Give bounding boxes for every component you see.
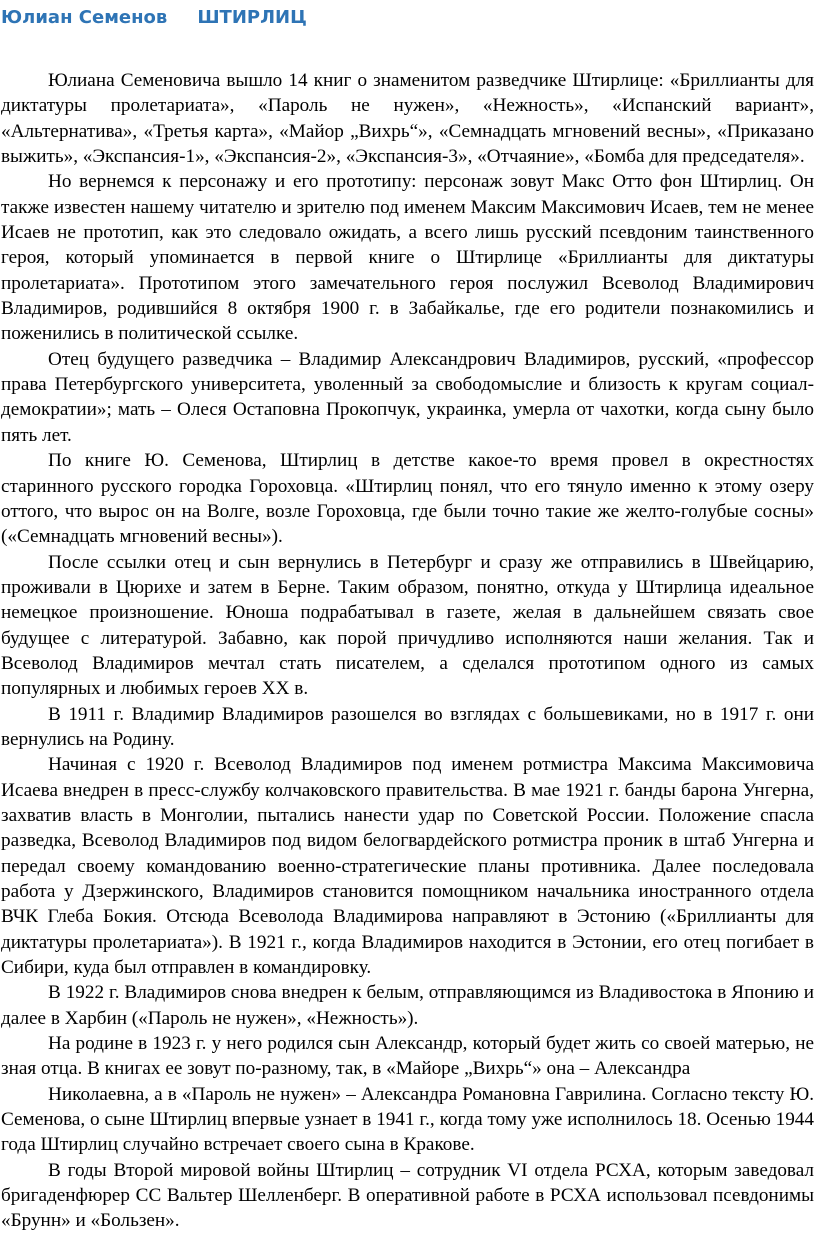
document-title: ШТИРЛИЦ <box>197 7 307 28</box>
paragraph-1911: В 1911 г. Владимир Владимиров разошелся во взглядах с большевиками, но в 1917 г. они вернулись на Родину. <box>1 703 814 750</box>
paragraph-switzerland: После ссылки отец и сын вернулись в Петербург и сразу же отправились в Швейцарию, проживали в Цюрихе и затем в Берне. Таким образом, понятно, откуда у Штирлица идеальное немецкое произношение. Юноша подрабатывал в газете, желая в дальнейшем связать свое будущее с литературой. Забавно, как порой причудливо исполняются наши желания. Так и Всеволод Владимиров мечтал стать писателем, а сделался прототипом одного из самых популярных и любимых героев XX в. <box>1 551 814 700</box>
document-body <box>0 68 816 1234</box>
paragraph-childhood: По книге Ю. Семенова, Штирлиц в детстве какое-то время провел в окрестностях старинного русского городка Гороховца. «Штирлиц понял, что его тянуло именно к этому озеру оттого, что вырос он на Волге, возле Гороховца, где были точно такие же желто-голубые сосны» («Семнадцать мгновений весны»). <box>1 450 814 548</box>
paragraph-books: Юлиана Семеновича вышло 14 книг о знаменитом разведчике Штирлице: «Бриллианты для диктатуры пролетариата», «Пароль не нужен», «Нежность», «Испанский вариант», «Альтернатива», «Третья карта», «Майор „Вихрь“», «Семнадцать мгновений весны», «Приказано выжить», «Экспансия-1», «Экспансия-2», «Экспансия-3», «Отчаяние», «Бомба для председателя». <box>1 70 814 168</box>
author-name: Юлиан Семенов <box>1 7 168 28</box>
paragraph-ww2: В годы Второй мировой войны Штирлиц – сотрудник VI отдела РСХА, которым заведовал бригаденфюрер СС Вальтер Шелленберг. В оперативной работе в РСХА использовал псевдонимы «Брунн» и «Бользен». <box>1 1159 814 1232</box>
paragraph-son: На родине в 1923 г. у него родился сын Александр, который будет жить со своей матерью, не зная отца. В книгах ее зовут по-разному, так, в «Майоре „Вихрь“» она – Александра <box>1 1033 814 1080</box>
paragraph-prototype: Но вернемся к персонажу и его прототипу: персонаж зовут Макс Отто фон Штирлиц. Он также известен нашему читателю и зрителю под именем Максим Максимович Исаев, тем не менее Исаев не прототип, как это следовало ожидать, а всего лишь русский псевдоним таинственного героя, который упоминается в первой книге о Штирлице «Бриллианты для диктатуры пролетариата». Прототипом этого замечательного героя послужил Всеволод Владимирович Владимиров, родившийся 8 октября 1900 г. в Забайкалье, где его родители познакомились и поженились в политической ссылке. <box>1 171 814 345</box>
paragraph-son-continued: Николаевна, а в «Пароль не нужен» – Александра Романовна Гаврилина. Согласно тексту Ю. Семенова, о сыне Штирлиц впервые узнает в 1941 г., когда тому уже исполнилось 18. Осенью 1944 года Штирлиц случайно встречает своего сына в Кракове. <box>1 1083 814 1156</box>
document-heading <box>1 6 816 30</box>
paragraph-parents: Отец будущего разведчика – Владимир Александрович Владимиров, русский, «профессор права Петербургского университета, уволенный за свободомыслие и близость к кругам социал-демократии»; мать – Олеся Остаповна Прокопчук, украинка, умерла от чахотки, когда сыну было пять лет. <box>1 348 814 446</box>
paragraph-1920: Начиная с 1920 г. Всеволод Владимиров под именем ротмистра Максима Максимовича Исаева внедрен в пресс-службу колчаковского правительства. В мае 1921 г. банды барона Унгерна, захватив власть в Монголии, пытались нанести удар по Советской России. Положение спасла разведка, Всеволод Владимиров под видом белогвардейского ротмистра проник в штаб Унгерна и передал своему командованию военно-стратегические планы противника. Далее последовала работа у Дзержинского, Владимиров становится помощником начальника иностранного отдела ВЧК Глеба Бокия. Отсюда Всеволода Владимирова направляют в Эстонию («Бриллианты для диктатуры пролетариата»). В 1921 г., когда Владимиров находится в Эстонии, его отец погибает в Сибири, куда был отправлен в командировку. <box>1 754 814 979</box>
paragraph-1922: В 1922 г. Владимиров снова внедрен к белым, отправляющимся из Владивостока в Японию и далее в Харбин («Пароль не нужен», «Нежность»). <box>1 982 814 1029</box>
